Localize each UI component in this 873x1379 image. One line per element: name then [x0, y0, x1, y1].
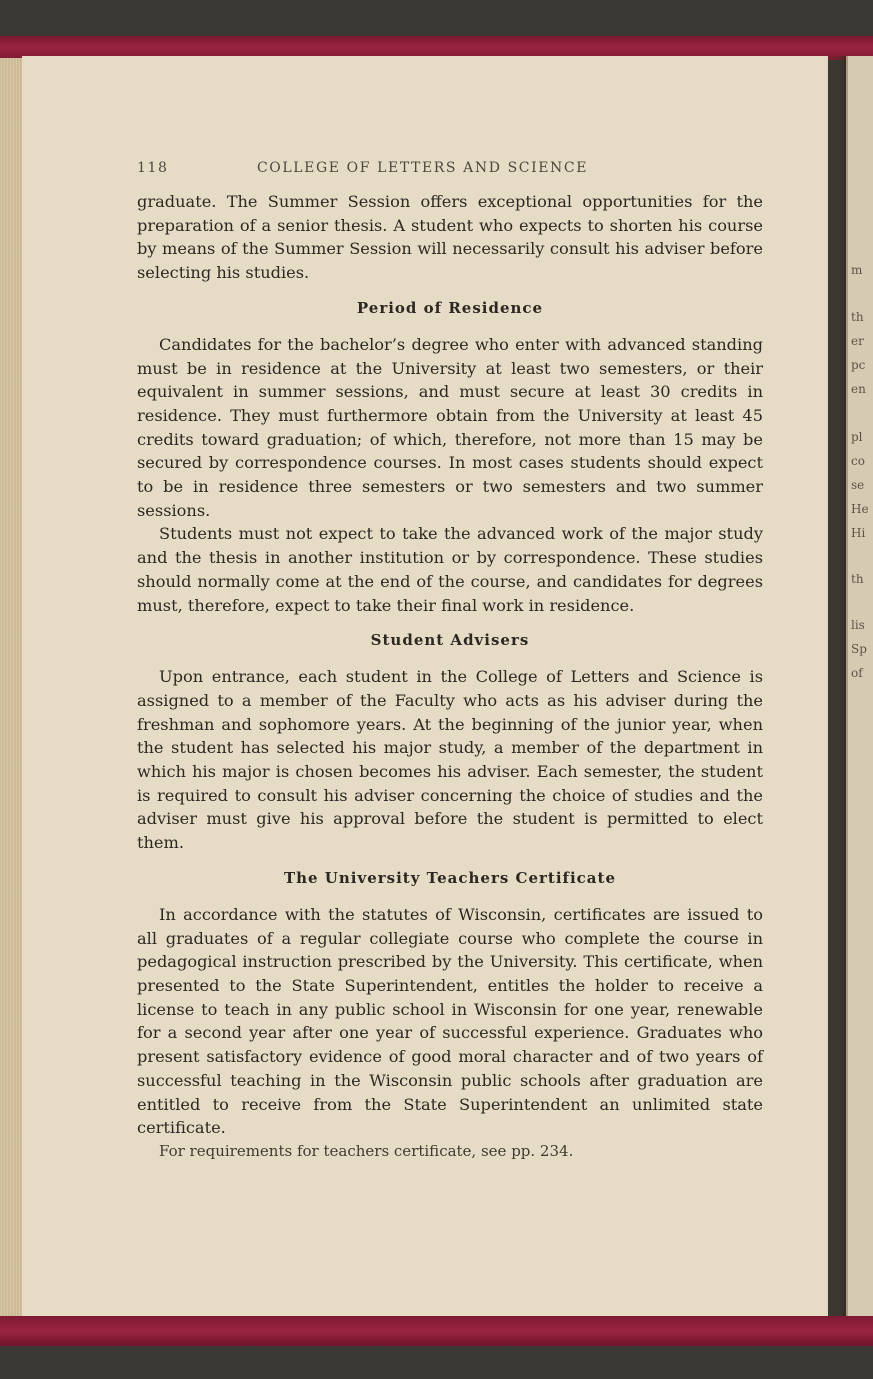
intro-paragraph: graduate. The Summer Session offers exceptional opportunities for the preparation of a senior thesis. A student who expects to shorten his course by means of the Summer Session will necessarily consult his adviser before selecting his studies.: [137, 192, 763, 283]
running-title: COLLEGE OF LETTERS AND SCIENCE: [257, 160, 589, 176]
adjacent-fragment: m: [851, 263, 863, 277]
adjacent-fragment: er: [851, 334, 864, 348]
adjacent-fragment: He: [851, 502, 869, 516]
adjacent-fragment: pc: [851, 358, 866, 372]
adjacent-fragment: Sp: [851, 642, 867, 656]
gutter-shadow: [826, 56, 848, 1320]
running-head: [137, 150, 763, 190]
advisers-paragraph: Upon entrance, each student in the College of Letters and Science is assigned to a member of the Faculty who acts as his adviser during the freshman and sophomore years. At the beginning of the junior year, when the student has selected his major study, a member of the department in which his major is chosen becomes his adviser. Each semester, the student is required to consult his adviser concerning the choice of studies and the adviser must give his approval before the student is permitted to elect them.: [137, 667, 763, 853]
adjacent-fragment: co: [851, 454, 865, 468]
adjacent-fragment: en: [851, 382, 866, 396]
certificate-paragraph: In accordance with the statutes of Wisconsin, certificates are issued to all graduates of a regular collegiate course who complete the course in pedagogical instruction prescribed by the University. This certificate, when presented to the State Superintendent, entitles the holder to receive a license to teach in any public school in Wisconsin for one year, renewable for a second year after one year of successful experience. Graduates who present satisfactory evidence of good moral character and of two years of successful teaching in the Wisconsin public schools after graduation are entitled to receive from the State Superintendent an unlimited state certificate.: [137, 904, 763, 1138]
adjacent-fragment: pl: [851, 430, 863, 444]
adjacent-fragment: th: [851, 310, 864, 324]
adjacent-fragment: se: [851, 478, 865, 492]
adjacent-fragment: lis: [851, 618, 865, 632]
residence-paragraph-2: Students must not expect to take the advanced work of the major study and the thesis in another institution or by correspondence. These studies should normally come at the end of the course, and candidates for degrees must, therefore, expect to take their final work in residence.: [137, 524, 763, 615]
section-heading-residence: Period of Residence: [356, 298, 544, 317]
section-heading-advisers: Student Advisers: [370, 631, 530, 650]
adjacent-fragment: of: [851, 666, 863, 680]
page-text-block: [137, 150, 763, 1164]
binding-bottom-edge: [0, 1316, 873, 1346]
page-number: 118: [137, 160, 169, 176]
adjacent-fragment: Hi: [851, 526, 866, 540]
certificate-requirements-note: For requirements for teachers certificate, see pp. 234.: [159, 1141, 574, 1160]
adjacent-page-sliver: [846, 56, 873, 1320]
residence-paragraph-1: Candidates for the bachelor’s degree who enter with advanced standing must be in residence at the University at least two semesters, or their equivalent in summer sessions, and must secure at least 30 credits in residence. They must furthermore obtain from the University at least 45 credits toward graduation; of which, therefore, not more than 15 may be secured by correspondence courses. In most cases students should expect to be in residence three semesters or two semesters and two summer sessions.: [137, 334, 763, 520]
section-heading-certificate: The University Teachers Certificate: [283, 868, 617, 887]
adjacent-fragment: th: [851, 572, 864, 586]
